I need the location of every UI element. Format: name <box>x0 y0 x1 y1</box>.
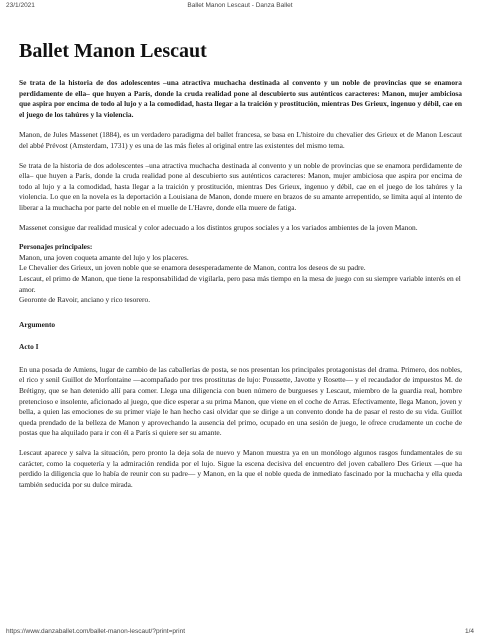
print-page-title: Ballet Manon Lescaut - Danza Ballet <box>187 2 293 9</box>
print-url: https://www.danzaballet.com/ballet-manon-lescaut/?print=print <box>6 628 186 635</box>
paragraph: Massenet consigue dar realidad musical y color adecuado a los distintos grupos sociales y a los variados ambientes de la joven Manon. <box>19 222 418 232</box>
character-item: Le Chevalier des Grieux, un joven noble que se enamora desesperadamente de Manon, contra los deseos de su padre. <box>19 263 366 273</box>
act-paragraph: En una posada de Amiens, lugar de cambio de las caballerías de posta, se nos presentan los principales protagonistas del drama. Primero, dos nobles, el rico y senil Guillot de Morfontaine —acompañado por tres prostitutas de lujo: Poussette, Javotte y Rosette— y el recaudador de impuestos M. de Brétigny, que se han detenido allí para comer. Llega una diligencia con buen número de burgueses y Lescaut, miembro de la guardia real, hombre pretencioso e insolente, aficionado al juego, que dice esperar a su prima Manon, que viene en el coche de Arras. Efectivamente, llega Manon, joven y bella, a quien las emociones de su primer viaje le han hecho casi olvidar que se dirige a un convento donde ha de pasar el resto de su vida. Guillot queda prendado de la belleza de Manon y aprovechando la ausencia del primo, ocupado en una sesión de juego, le ofrece crudamente un coche de postas que ha alquilado para ir con él a París si quiere ser su amante. <box>19 364 462 438</box>
article-lead: Se trata de la historia de dos adolescentes –una atractiva muchacha destinada al convento y un noble de provincias que se enamora perdidamente de ella– que huyen a París, donde la cruda realidad pone al descubierto sus auténticos caracteres: Manon, mujer ambiciosa que aspira por encima de todo al lujo y a la comodidad, hasta llegar a la traición y prostitución, mientras Des Grieux, ingenuo y débil, cae en el juego de los tahúres y la violencia. <box>19 78 462 119</box>
paragraph: Se trata de la historia de dos adolescentes –una atractiva muchacha destinada al convento y un noble de provincias que se enamora perdidamente de ella– que huyen a París, donde la cruda realidad pone al descubierto sus auténticos caracteres: Manon, mujer ambiciosa que aspira por encima de todo al lujo y a la comodidad, hasta llegar a la traición y prostitución, mientras Des Grieux, ingenuo y débil, cae en el juego de los tahúres y la violencia. Lo que en la novela es la deportación a Louisiana de Manon, donde muere en brazos de su amante arrepentido, se limita aquí al intento de liberar a la muchacha por parte del noble en el muelle de L'Havre, donde ella muere de fatiga. <box>19 160 462 212</box>
characters-list <box>19 253 462 306</box>
character-item: Manon, una joven coqueta amante del lujo y los placeres. <box>19 252 189 262</box>
argument-heading: Argumento <box>19 319 56 329</box>
article-title: Ballet Manon Lescaut <box>19 40 207 62</box>
page-number: 1/4 <box>464 628 474 635</box>
characters-heading: Personajes principales: <box>19 242 93 252</box>
character-item: Lescaut, el primo de Manon, que tiene la responsabilidad de vigilarla, pero pasa más tiempo en la mesa de juego con su siempre variable interés en el amor. <box>19 273 461 294</box>
act-paragraph: Lescaut aparece y salva la situación, pero pronto la deja sola de nuevo y Manon muestra ya en un monólogo algunos rasgos fundamentales de su carácter, como la coquetería y la admiración rendida por el lujo. Sigue la escena decisiva del encuentro del joven caballero Des Grieux —que ha perdido la diligencia que lo había de reunir con su padre— y Manon, en la que el noble queda de inmediato fascinado por la muchacha y ella queda también seducida por su dulce mirada. <box>19 448 462 489</box>
paragraph: Manon, de Jules Massenet (1884), es un verdadero paradigma del ballet francesa, se basa en L'histoire du chevalier des Grieux et de Manon Lescaut del abbé Prévost (Amsterdam, 1731) y es una de las más fieles al original entre las existentes del mismo tema. <box>19 130 462 150</box>
article <box>19 40 462 499</box>
print-date: 23/1/2021 <box>6 2 35 9</box>
print-header <box>6 2 474 14</box>
character-item: Georonte de Ravoir, anciano y rico tesorero. <box>19 295 151 305</box>
act-heading: Acto I <box>19 342 39 352</box>
print-footer <box>6 628 474 638</box>
